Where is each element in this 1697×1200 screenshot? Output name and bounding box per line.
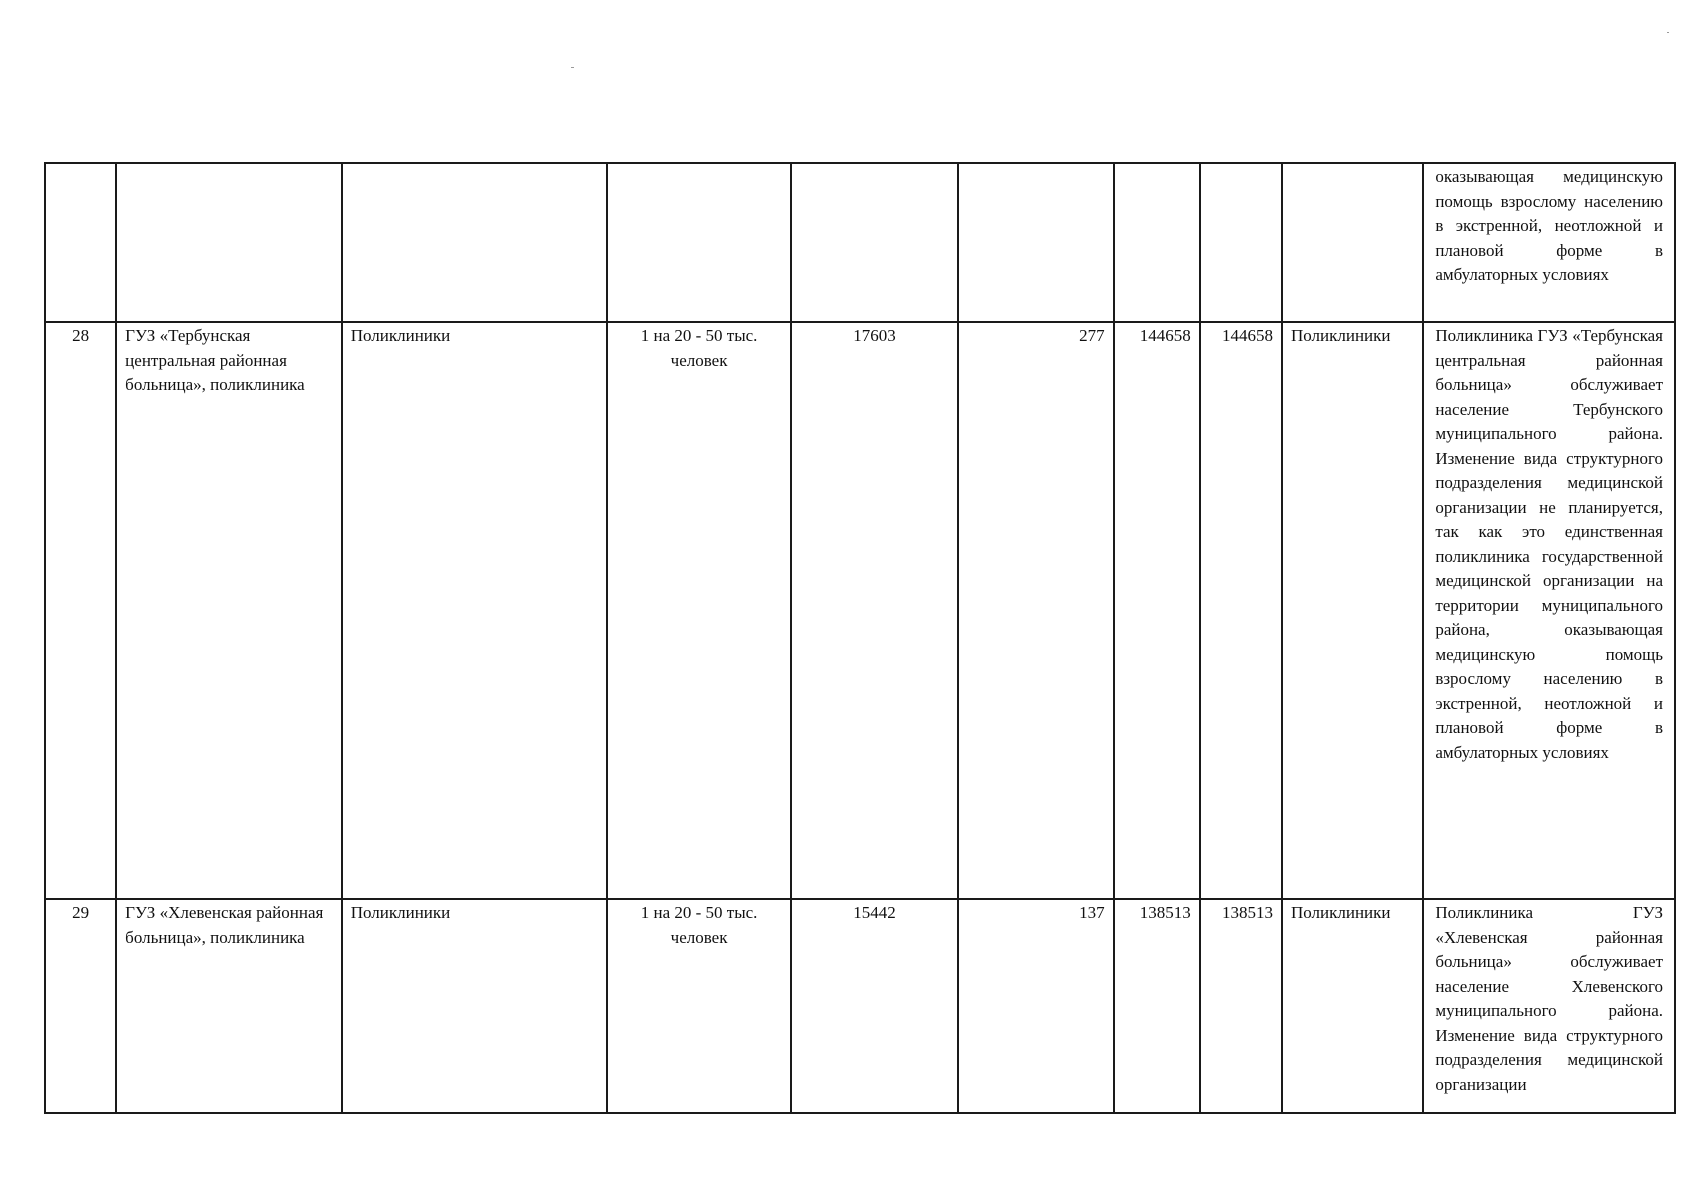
scan-speck: [1667, 32, 1669, 33]
organization-name: [116, 163, 342, 322]
value-b: 138513: [1200, 899, 1282, 1113]
population-norm: [607, 163, 790, 322]
facility-type: Поликлиники: [342, 322, 608, 899]
comment: оказывающая медицинскую помощь взрослому населению в экстренной, неотложной и плановой форме в амбулаторных условиях: [1423, 163, 1675, 322]
facilities-table: [44, 162, 1676, 1114]
row-number: 28: [45, 322, 116, 899]
row-number: [45, 163, 116, 322]
served-population: 17603: [791, 322, 958, 899]
population-norm: 1 на 20 - 50 тыс. человек: [607, 899, 790, 1113]
table-row: [45, 322, 1675, 899]
value-a: [1114, 163, 1200, 322]
scan-speck: [571, 67, 574, 68]
value-b: [1200, 163, 1282, 322]
facility-type-after: [1282, 163, 1423, 322]
value-b: 144658: [1200, 322, 1282, 899]
count-value: 277: [958, 322, 1113, 899]
row-number: 29: [45, 899, 116, 1113]
organization-name: ГУЗ «Хлевенская районная больница», поликлиника: [116, 899, 342, 1113]
count-value: [958, 163, 1113, 322]
served-population: 15442: [791, 899, 958, 1113]
organization-name: ГУЗ «Тербунская центральная районная больница», поликлиника: [116, 322, 342, 899]
facility-type: [342, 163, 608, 322]
population-norm: 1 на 20 - 50 тыс. человек: [607, 322, 790, 899]
table-row: [45, 899, 1675, 1113]
served-population: [791, 163, 958, 322]
comment: Поликлиника ГУЗ «Хлевенская районная больница» обслуживает население Хлевенского муниципального района. Изменение вида структурного подразделения медицинской организации: [1423, 899, 1675, 1113]
table-row: [45, 163, 1675, 322]
facility-type-after: Поликлиники: [1282, 899, 1423, 1113]
value-a: 144658: [1114, 322, 1200, 899]
value-a: 138513: [1114, 899, 1200, 1113]
facility-type: Поликлиники: [342, 899, 608, 1113]
facility-type-after: Поликлиники: [1282, 322, 1423, 899]
count-value: 137: [958, 899, 1113, 1113]
comment: Поликлиника ГУЗ «Тербунская центральная районная больница» обслуживает население Тербунского муниципального района. Изменение вида структурного подразделения медицинской организации не планируется, так как это единственная поликлиника государственной медицинской организации на территории муниципального района, оказывающая медицинскую помощь взрослому населению в экстренной, неотложной и плановой форме в амбулаторных условиях: [1423, 322, 1675, 899]
